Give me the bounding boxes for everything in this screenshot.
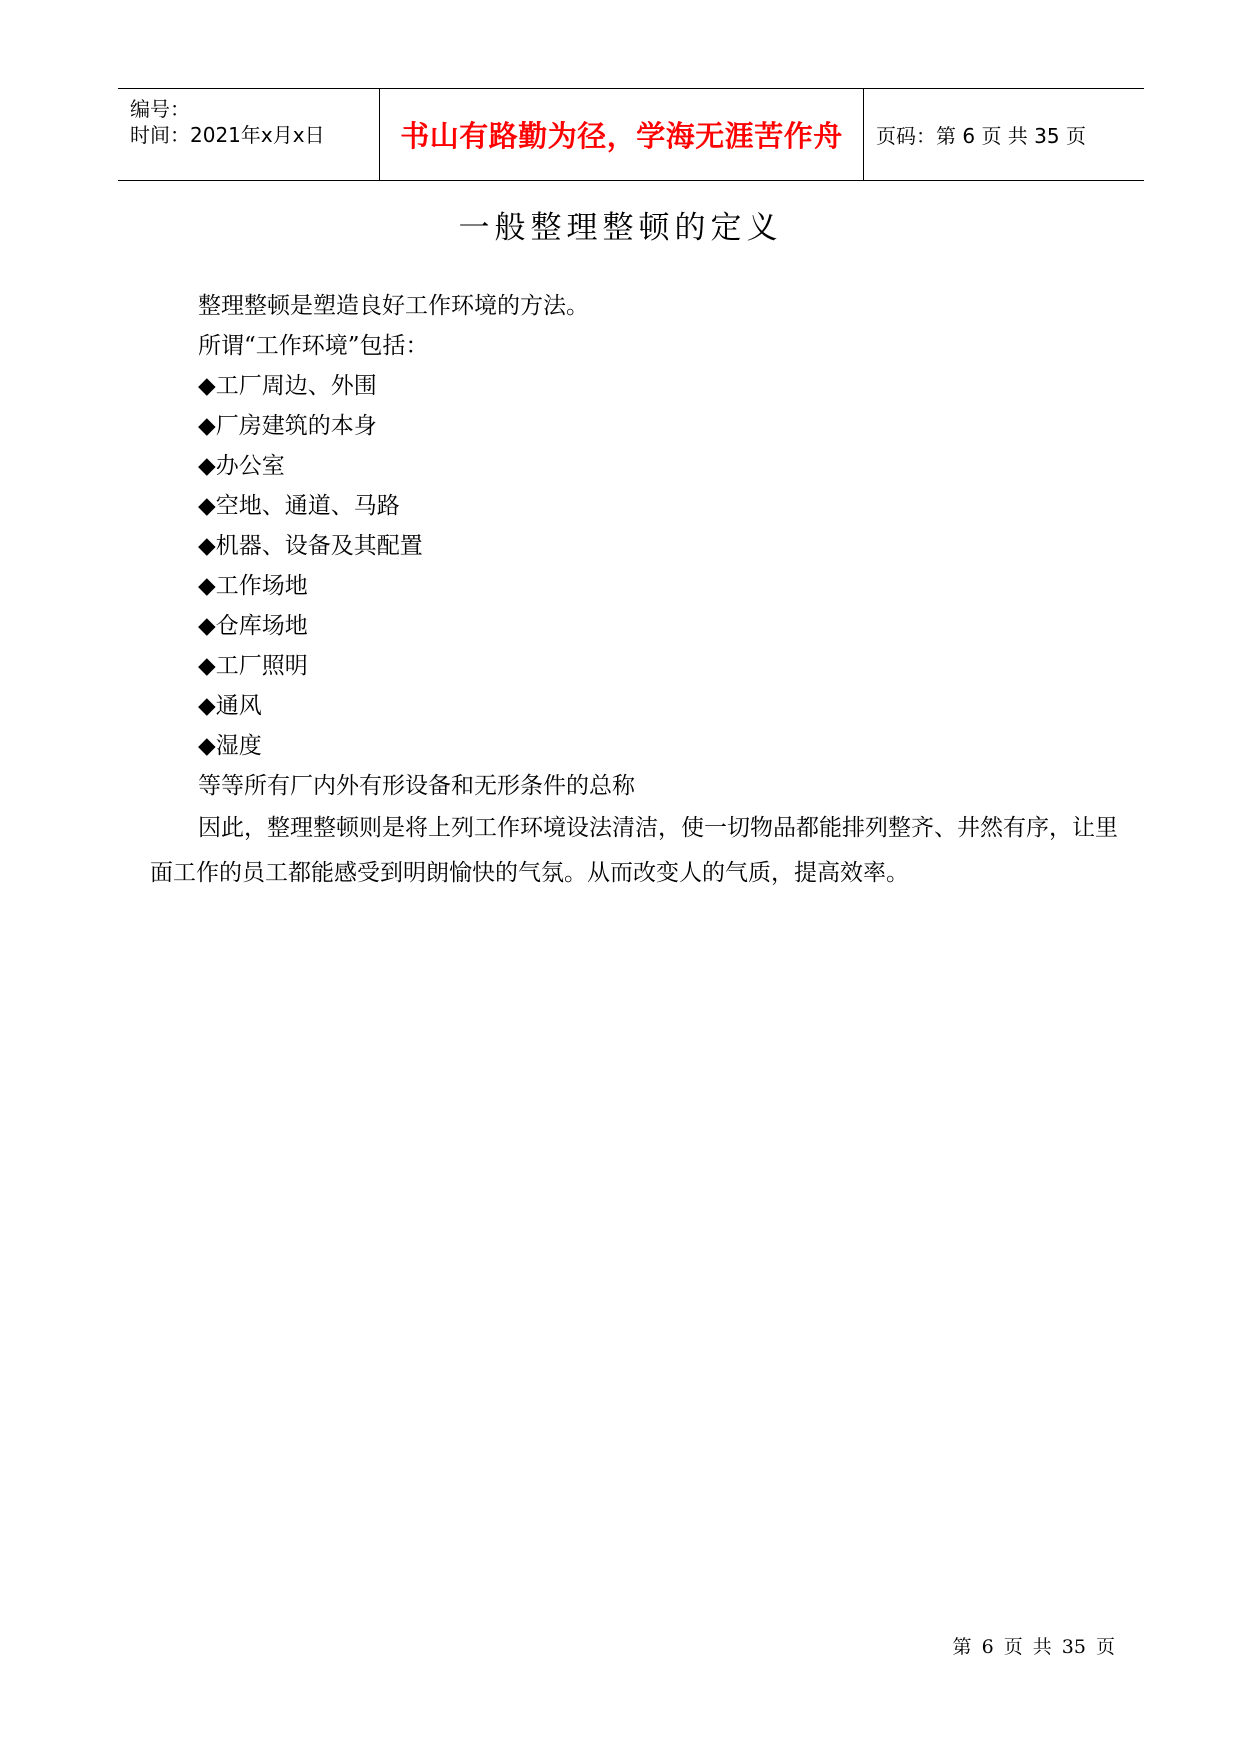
list-item: ◆工厂周边、外围 — [198, 373, 377, 399]
list-item: ◆仓库场地 — [198, 613, 308, 639]
document-title: 一般整理整顿的定义 — [458, 210, 783, 246]
list-item: ◆湿度 — [198, 733, 262, 759]
summary-paragraph: 等等所有厂内外有形设备和无形条件的总称 — [198, 773, 635, 799]
header-page-info: 页码：第 6 页 共 35 页 — [876, 124, 1086, 148]
header-info-cell — [118, 89, 380, 180]
document-code-label: 编号： — [130, 97, 190, 121]
page-footer: 第 6 页 共 35 页 — [952, 1636, 1115, 1658]
list-item: ◆厂房建筑的本身 — [198, 413, 377, 439]
document-body — [150, 286, 1130, 896]
header-motto-cell — [380, 89, 864, 180]
header-page-cell — [864, 89, 1144, 180]
list-item: ◆空地、通道、马路 — [198, 493, 400, 519]
header-table — [118, 88, 1144, 181]
list-item: ◆工作场地 — [198, 573, 308, 599]
intro-paragraph: 整理整顿是塑造良好工作环境的方法。 — [198, 293, 589, 319]
list-item: ◆通风 — [198, 693, 262, 719]
list-item: ◆办公室 — [198, 453, 285, 479]
conclusion-paragraph: 因此，整理整顿则是将上列工作环境设法清洁，使一切物品都能排列整齐、井然有序，让里面工作的员工都能感受到明朗愉快的气氛。从而改变人的气质，提高效率。 — [150, 815, 1118, 886]
list-item: ◆机器、设备及其配置 — [198, 533, 423, 559]
scope-intro-paragraph: 所谓“工作环境”包括： — [198, 333, 429, 359]
document-time-label: 时间：2021年x月x日 — [130, 123, 325, 147]
list-item: ◆工厂照明 — [198, 653, 308, 679]
header-motto: 书山有路勤为径，学海无涯苦作舟 — [400, 119, 843, 153]
